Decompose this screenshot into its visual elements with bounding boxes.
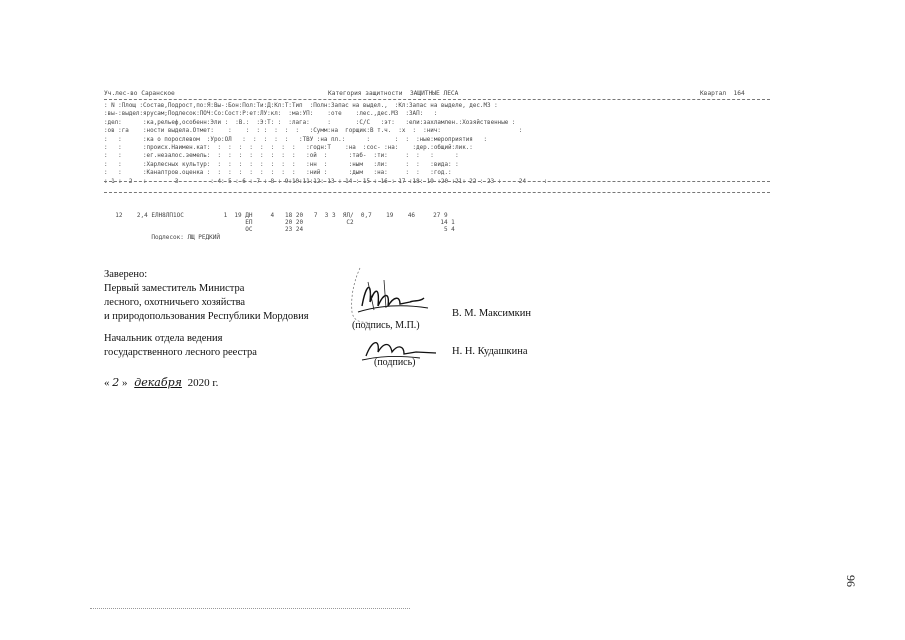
table-bottom-rule bbox=[104, 192, 770, 193]
official-name: В. М. Максимкин bbox=[452, 308, 531, 319]
table-header-rule bbox=[104, 181, 770, 182]
table-row-line: ЕП 20 20 С2 14 1 bbox=[108, 219, 455, 227]
table-top-rule bbox=[104, 99, 770, 100]
category-label: Категория защитности ЗАЩИТНЫЕ ЛЕСА bbox=[328, 90, 459, 97]
official-title-line-3: и природопользования Республики Мордовия bbox=[104, 311, 309, 322]
table-row-line: Подлесок: ЛЩ РЕДКИЙ bbox=[108, 233, 220, 241]
quarter-label: Квартал 164 bbox=[700, 90, 745, 97]
page-number: 96 bbox=[844, 575, 858, 587]
head-title-line-1: Начальник отдела ведения bbox=[104, 333, 223, 344]
table-row-line: ОС 23 24 5 4 bbox=[108, 226, 455, 234]
forestry-label: Уч.лес-во Саранское bbox=[104, 90, 175, 97]
date-year: 2020 г. bbox=[187, 377, 219, 389]
head-title-line-2: государственного лесного реестра bbox=[104, 347, 257, 358]
table-header-line: :вы-:выдел:ярусам;Подлесок:ПОЧ:Со:Сост:Р:ет:ЛУ:кл: :ма:УП: :оте :лес.,дес.М3 :ЗАП: : bbox=[104, 111, 438, 118]
head-name: Н. Н. Кудашкина bbox=[452, 346, 528, 357]
table-header-line: :дел: :ка,рельеф,особенн:Эли : :В.: :Э:Т: : :лага: : :С/С :эт: :ели:захламлен.:Хозяйственные : bbox=[104, 119, 516, 126]
table-row-line: 12 2,4 ЕЛН8ЛП1ОС 1 19 ДН 4 18 20 7 3 3 ЯЛ/ 0,7 19 46 27 9 bbox=[108, 212, 448, 219]
table-header-line: : : :Харлесных культур: : : : : : : : : :нн : :ным :ли: : : :вида: : bbox=[104, 161, 459, 168]
bottom-rule bbox=[90, 608, 410, 609]
date-close-quote: » bbox=[122, 377, 128, 389]
table-header-line: : : :Каналтров.оценка : : : : : : : : : :ний : :дым :на: : : :год.: bbox=[104, 170, 452, 177]
table-header-line: : : :ка о порослевом :Уро:ОЛ : : : : : :ТВУ :на пл.: : : : :ные:мероприятия : bbox=[104, 136, 488, 143]
table-header-line: : N :Площ :Состав,Подрост,по:Я:Вы-:Бон:Пол:Ти:Д:Кл:Т:Тип :Полн:Запас на выдел., :Кл:Запас на выделе, дес.М3 : bbox=[104, 103, 498, 109]
date-month: декабря bbox=[134, 376, 182, 389]
table-header-line: : : :происх.Наимен.кат: : : : : : : : : :годн:Т :на :сос- :на: :дер.:общий:лик.: bbox=[104, 145, 473, 151]
official-sign-caption: (подпись, М.П.) bbox=[352, 320, 420, 331]
date-day: 2 bbox=[112, 376, 120, 389]
date-line bbox=[104, 376, 218, 389]
date-open-quote: « bbox=[104, 377, 110, 389]
table-header-line: :ов :га :ности выдела.Отмет: : : : : : : : :Сумм:на горщик:В т.ч. :х : :нич: : bbox=[104, 128, 523, 135]
certified-label: Заверено: bbox=[104, 269, 148, 280]
official-signature-stamp bbox=[340, 262, 435, 328]
table-header-line: : 1 : 2 : 3 : 4: 5 : 6 : 7 : 8 : 9:10:11:12: 13 : 14 : 15 : 16 : 17 :18: 19 :20 :21: 22 : 23 : 24 : bbox=[104, 178, 548, 185]
head-sign-caption: (подпись) bbox=[374, 357, 416, 368]
official-title-line-2: лесного, охотничьего хозяйства bbox=[104, 297, 246, 308]
official-title-line-1: Первый заместитель Министра bbox=[104, 283, 245, 294]
table-header-line: : : :ег.незалос.земель: : : : : : : : : :ой : :таб- :ти: : : : : bbox=[104, 153, 459, 160]
